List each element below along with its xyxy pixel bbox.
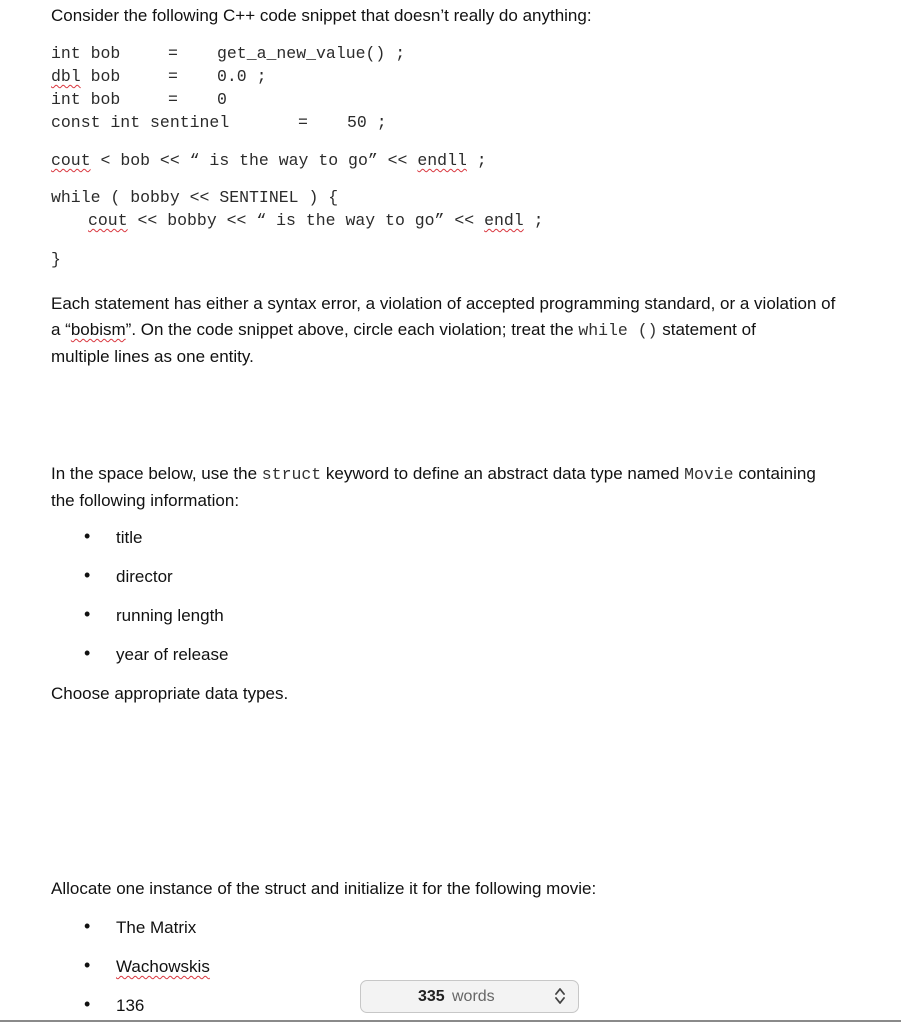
spellcheck-endll: endll	[417, 151, 467, 170]
up-down-chevron-icon	[555, 986, 565, 1006]
code-line-6: while ( bobby << SENTINEL ) {	[51, 188, 339, 207]
code-line-5: cout < bob << “ is the way to go” << endll ;	[51, 151, 487, 170]
spellcheck-dbl: dbl	[51, 67, 81, 86]
list-item: director	[116, 567, 173, 586]
list-item: year of release	[116, 645, 229, 664]
code-line-1-decl: int bob	[51, 44, 121, 63]
code-line-7: cout << bobby << “ is the way to go” << endl ;	[88, 211, 544, 230]
list-item: running length	[116, 606, 224, 625]
code-line-3-value: 0	[217, 90, 227, 109]
bottom-divider	[0, 1020, 901, 1022]
para1-line3: multiple lines as one entity.	[51, 347, 254, 366]
bullet-icon: •	[84, 565, 91, 585]
code-line-3-decl: int bob	[51, 90, 121, 109]
intro-text: Consider the following C++ code snippet that doesn’t really do anything:	[51, 6, 592, 25]
word-count-button[interactable]	[360, 980, 579, 1013]
violations-instructions	[51, 291, 891, 370]
para1-line1: Each statement has either a syntax error, a violation of accepted programming standard, or a violation of	[51, 294, 836, 313]
spellcheck-endl: endl	[484, 211, 524, 230]
code-line-3-eq: =	[168, 90, 178, 109]
list-item	[116, 957, 210, 977]
allocate-text: Allocate one instance of the struct and initialize it for the following movie:	[51, 879, 597, 898]
spellcheck-cout: cout	[51, 151, 91, 170]
code-line-4-decl: const int sentinel	[51, 113, 230, 132]
list-item: title	[116, 528, 143, 547]
inline-code-while: while ()	[578, 321, 658, 340]
code-line-1-value: get_a_new_value() ;	[217, 44, 406, 63]
spellcheck-cout-2: cout	[88, 211, 128, 230]
code-line-4-value: 50 ;	[347, 113, 387, 132]
word-count-value: 335	[418, 988, 445, 1005]
code-line-2-eq: =	[168, 67, 178, 86]
bullet-icon: •	[84, 916, 91, 936]
list-item: 136	[116, 996, 145, 1015]
inline-code-movie: Movie	[684, 465, 734, 484]
code-line-8: }	[51, 250, 61, 269]
para2-line1: In the space below, use the struct keyword to define an abstract data type named Movie containing	[51, 464, 816, 484]
bullet-icon: •	[84, 643, 91, 663]
para2-line2: the following information:	[51, 491, 240, 510]
bullet-icon: •	[84, 604, 91, 624]
word-count-label: words	[452, 988, 495, 1005]
struct-instructions	[51, 461, 891, 514]
para1-line2: a “bobism”. On the code snippet above, circle each violation; treat the while () statement of	[51, 320, 756, 340]
spellcheck-bobism: bobism	[70, 320, 126, 339]
code-line-1-eq: =	[168, 44, 178, 63]
bullet-icon: •	[84, 526, 91, 546]
spellcheck-wachowskis: Wachowskis	[116, 957, 210, 976]
bullet-icon: •	[84, 955, 91, 975]
choose-types-text: Choose appropriate data types.	[51, 684, 289, 703]
list-item: The Matrix	[116, 918, 197, 937]
bullet-icon: •	[84, 994, 91, 1014]
code-line-2-value: 0.0 ;	[217, 67, 267, 86]
code-line-4-eq: =	[298, 113, 308, 132]
inline-code-struct: struct	[261, 465, 322, 484]
code-line-2-decl: dbl bob	[51, 67, 121, 86]
